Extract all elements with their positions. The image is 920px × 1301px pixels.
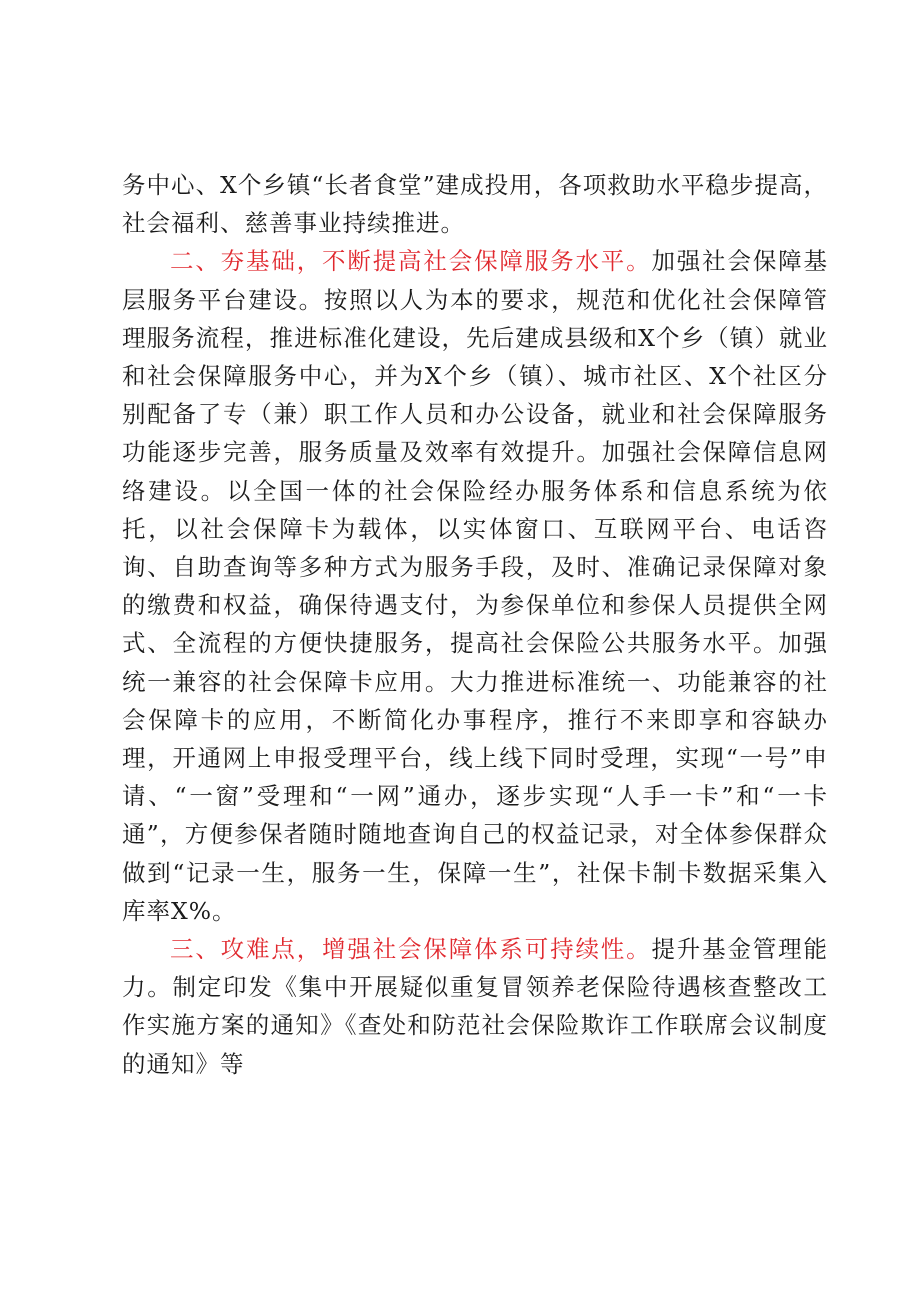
section-heading: 二、夯基础，不断提高社会保障服务水平。 bbox=[170, 247, 652, 276]
paragraph-section-two bbox=[122, 242, 828, 930]
paragraph-section-three bbox=[122, 930, 828, 1083]
paragraph-body: 务中心、X个乡镇“长者食堂”建成投用，各项救助水平稳步提高，社会福利、慈善事业持续推进。 bbox=[122, 171, 828, 238]
document-body bbox=[122, 166, 828, 1083]
paragraph-body: 加强社会保障基层服务平台建设。按照以人为本的要求，规范和优化社会保障管理服务流程，推进标准化建设，先后建成县级和X个乡（镇）就业和社会保障服务中心，并为X个乡（镇）、城市社区、X个社区分别配备了专（兼）职工作人员和办公设备，就业和社会保障服务功能逐步完善，服务质量及效率有效提升。加强社会保障信息网络建设。以全国一体的社会保险经办服务体系和信息系统为依托，以社会保障卡为载体，以实体窗口、互联网平台、电话咨询、自助查询等多种方式为服务手段，及时、准确记录保障对象的缴费和权益，确保待遇支付，为参保单位和参保人员提供全网式、全流程的方便快捷服务，提高社会保险公共服务水平。加强统一兼容的社会保障卡应用。大力推进标准统一、功能兼容的社会保障卡的应用，不断简化办事程序，推行不来即享和容缺办理，开通网上申报受理平台，线上线下同时受理，实现“一号”申请、“一窗”受理和“一网”通办，逐步实现“人手一卡”和“一卡通”，方便参保者随时随地查询自己的权益记录，对全体参保群众做到“记录一生，服务一生，保障一生”，社保卡制卡数据采集入库率X%。 bbox=[122, 247, 829, 925]
section-heading: 三、攻难点，增强社会保障体系可持续性。 bbox=[170, 935, 652, 964]
paragraph-continuation bbox=[122, 166, 828, 242]
paragraph-body: 提升基金管理能力。制定印发《集中开展疑似重复冒领养老保险待遇核查整改工作实施方案的通知》《查处和防范社会保险欺诈工作联席会议制度的通知》等 bbox=[122, 935, 829, 1078]
